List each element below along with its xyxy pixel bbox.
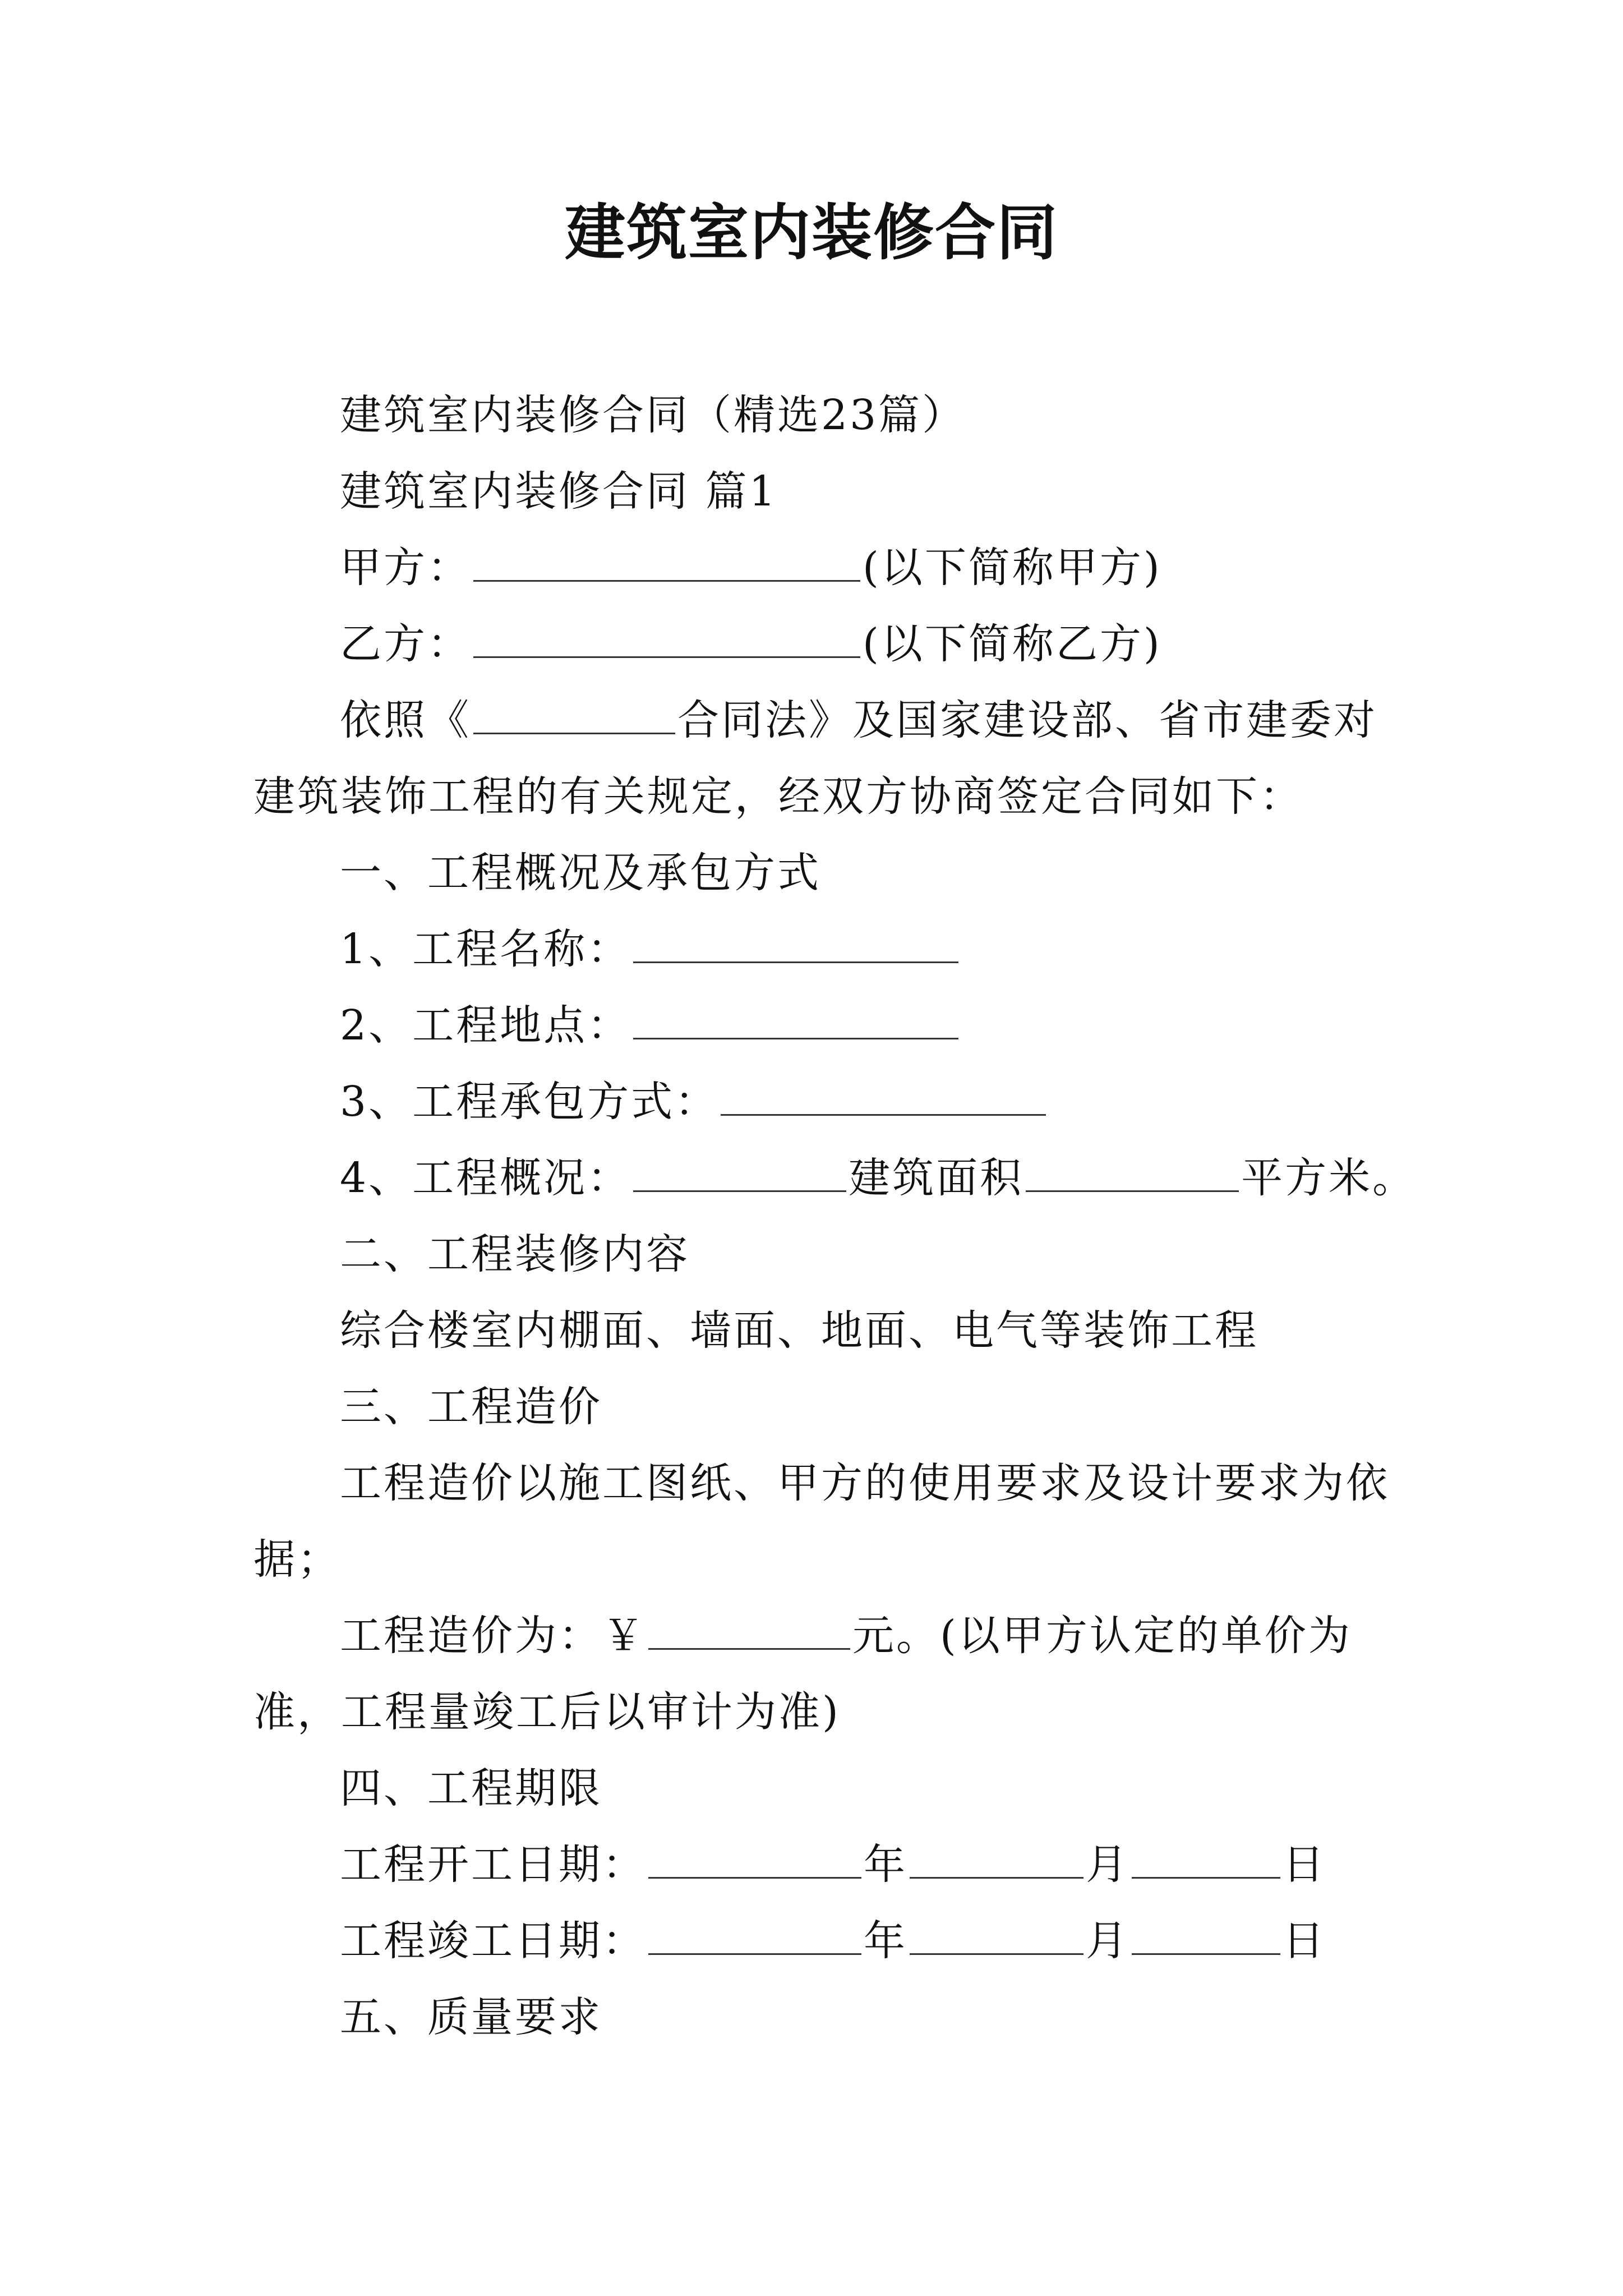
item-4-area-label: 建筑面积: [849, 1154, 1024, 1202]
project-location-blank: [633, 1004, 958, 1039]
end-date-label: 工程竣工日期：: [340, 1917, 646, 1965]
end-year-blank: [648, 1920, 861, 1955]
start-date-line: [340, 1837, 1326, 1893]
start-month-label: 月: [1086, 1841, 1129, 1889]
item-3-label: 3、工程承包方式：: [340, 1078, 719, 1126]
party-a-suffix: (以下简称甲方): [863, 544, 1162, 592]
start-date-label: 工程开工日期：: [340, 1841, 646, 1889]
end-day-label: 日: [1283, 1917, 1326, 1965]
party-b-label: 乙方：: [340, 620, 471, 668]
party-a-blank: [473, 546, 860, 582]
start-year-label: 年: [864, 1841, 907, 1889]
item-project-location: [340, 997, 961, 1053]
end-year-label: 年: [864, 1917, 907, 1965]
area-blank: [1026, 1157, 1239, 1192]
cost-suffix: 元。(以甲方认定的单价为: [852, 1612, 1352, 1660]
project-name-blank: [633, 928, 958, 963]
cost-label: 工程造价为：￥: [340, 1612, 646, 1660]
law-name-blank: [473, 699, 675, 734]
section-2-heading: 二、工程装修内容: [340, 1230, 690, 1278]
cost-continuation: 准，工程量竣工后以审计为准): [253, 1688, 841, 1736]
item-project-overview: [340, 1150, 1416, 1206]
cost-basis-continuation: 据；: [253, 1535, 341, 1584]
start-month-blank: [910, 1843, 1083, 1879]
item-2-label: 2、工程地点：: [340, 1001, 631, 1050]
section-3-heading: 三、工程造价: [340, 1383, 602, 1431]
item-project-name: [340, 921, 961, 977]
item-4-label: 4、工程概况：: [340, 1154, 631, 1202]
basis-continuation: 建筑装饰工程的有关规定，经双方协商签定合同如下：: [253, 772, 1303, 821]
document-title: 建筑室内装修合同: [564, 198, 1058, 268]
party-b-suffix: (以下简称乙方): [863, 620, 1162, 668]
chapter-heading: 建筑室内装修合同 篇1: [340, 467, 778, 516]
basis-suffix: 合同法》及国家建设部、省市建委对: [677, 696, 1377, 744]
cost-amount-blank: [648, 1614, 850, 1650]
contract-method-blank: [721, 1080, 1046, 1116]
party-b-line: [340, 616, 1162, 672]
overview-blank: [633, 1157, 846, 1192]
start-day-blank: [1132, 1843, 1280, 1879]
end-day-blank: [1132, 1920, 1280, 1955]
basis-line: [340, 692, 1377, 748]
decoration-content: 综合楼室内棚面、墙面、地面、电气等装饰工程: [340, 1306, 1258, 1355]
end-month-label: 月: [1086, 1917, 1129, 1965]
item-4-unit: 平方米。: [1241, 1154, 1417, 1202]
item-1-label: 1、工程名称：: [340, 925, 631, 973]
section-1-heading: 一、工程概况及承包方式: [340, 849, 821, 897]
end-date-line: [340, 1913, 1326, 1969]
start-day-label: 日: [1283, 1841, 1326, 1889]
section-5-heading: 五、质量要求: [340, 1993, 602, 2041]
party-b-blank: [473, 623, 860, 658]
cost-line: [340, 1608, 1352, 1664]
item-contract-method: [340, 1074, 1048, 1130]
section-4-heading: 四、工程期限: [340, 1764, 602, 1812]
basis-prefix: 依照《: [340, 696, 471, 744]
party-a-label: 甲方：: [340, 544, 471, 592]
end-month-blank: [910, 1920, 1083, 1955]
subtitle: 建筑室内装修合同（精选23篇）: [340, 391, 966, 439]
start-year-blank: [648, 1843, 861, 1879]
cost-basis-line: 工程造价以施工图纸、甲方的使用要求及设计要求为依: [340, 1459, 1390, 1507]
party-a-line: [340, 540, 1162, 596]
